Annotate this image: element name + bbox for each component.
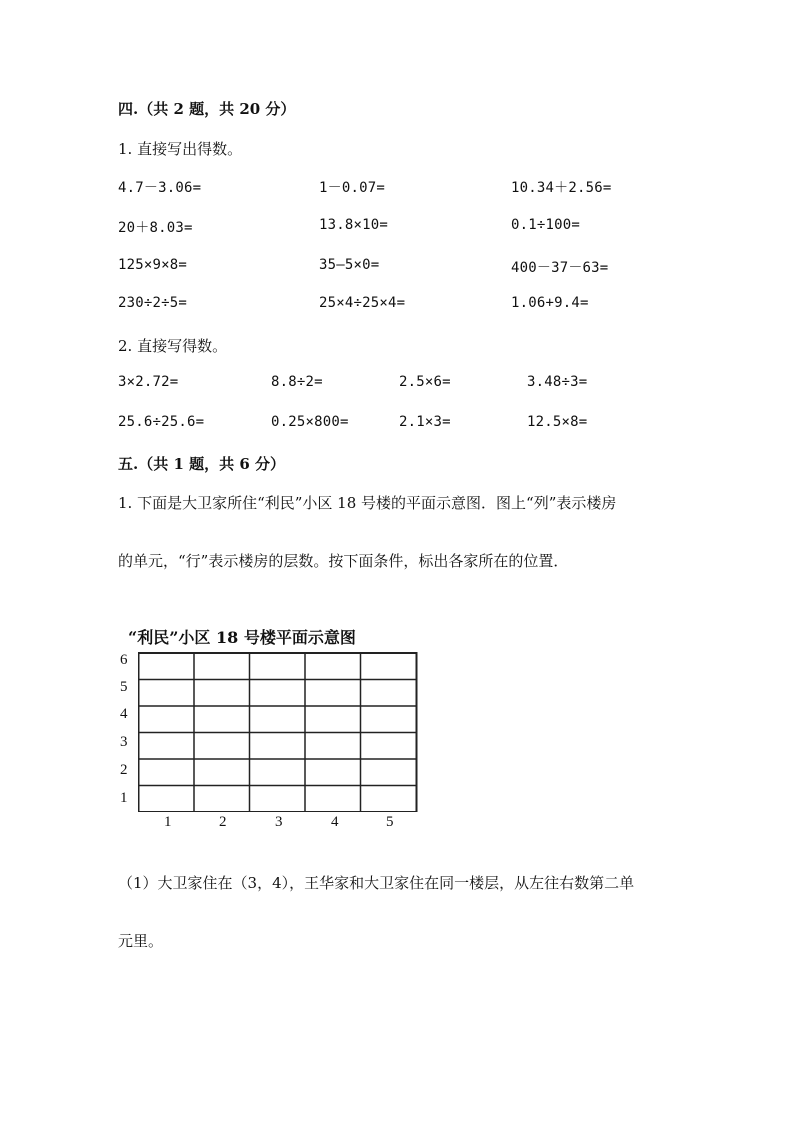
calc-item: 0.1÷100= — [511, 217, 581, 233]
row-label: 4 — [120, 706, 128, 722]
column-label: 3 — [275, 814, 283, 830]
calc-item: 400－37－63= — [511, 260, 609, 276]
calc-item: 4.7－3.06= — [118, 180, 202, 196]
calc-item: 2.1×3= — [399, 414, 451, 430]
column-label: 4 — [331, 814, 339, 830]
calc-item: 12.5×8= — [527, 414, 588, 430]
row-label: 2 — [120, 762, 128, 778]
calc-item: 35—5×0= — [319, 257, 380, 273]
column-label: 1 — [164, 814, 172, 830]
subquestion-text-line: （1）大卫家住在（3，4），王华家和大卫家住在同一楼层，从左往右数第二单 — [118, 874, 635, 892]
figure-title: “利民”小区 18 号楼平面示意图 — [128, 628, 356, 647]
calc-item: 125×9×8= — [118, 257, 188, 273]
question-text-line: 的单元，“行”表示楼房的层数。按下面条件，标出各家所在的位置． — [118, 552, 569, 570]
calc-item: 25.6÷25.6= — [118, 414, 205, 430]
calc-item: 20＋8.03= — [118, 220, 193, 236]
calc-item: 0.25×800= — [271, 414, 349, 430]
section-heading: 四.（共 2 题，共 20 分） — [118, 100, 296, 118]
calc-item: 230÷2÷5= — [118, 295, 188, 311]
subquestion-text-line: 元里。 — [118, 932, 164, 950]
question-title: 2. 直接写得数。 — [118, 337, 228, 355]
calc-item: 3×2.72= — [118, 374, 179, 390]
row-label: 5 — [120, 679, 128, 695]
question-text-line: 1. 下面是大卫家所住“利民”小区 18 号楼的平面示意图．图上“列”表示楼房 — [118, 494, 617, 512]
floor-plan-grid — [138, 652, 438, 812]
calc-item: 10.34＋2.56= — [511, 180, 612, 196]
row-label: 3 — [120, 734, 128, 750]
calc-item: 1.06+9.4= — [511, 295, 589, 311]
calc-item: 8.8÷2= — [271, 374, 323, 390]
calc-item: 13.8×10= — [319, 217, 389, 233]
row-label: 1 — [120, 790, 128, 806]
calc-item: 3.48÷3= — [527, 374, 588, 390]
calc-item: 1－0.07= — [319, 180, 385, 196]
section-heading: 五.（共 1 题，共 6 分） — [118, 455, 285, 473]
column-label: 5 — [386, 814, 394, 830]
calc-item: 25×4÷25×4= — [319, 295, 406, 311]
row-label: 6 — [120, 652, 128, 668]
question-title: 1. 直接写出得数。 — [118, 140, 243, 158]
column-label: 2 — [219, 814, 227, 830]
calc-item: 2.5×6= — [399, 374, 451, 390]
